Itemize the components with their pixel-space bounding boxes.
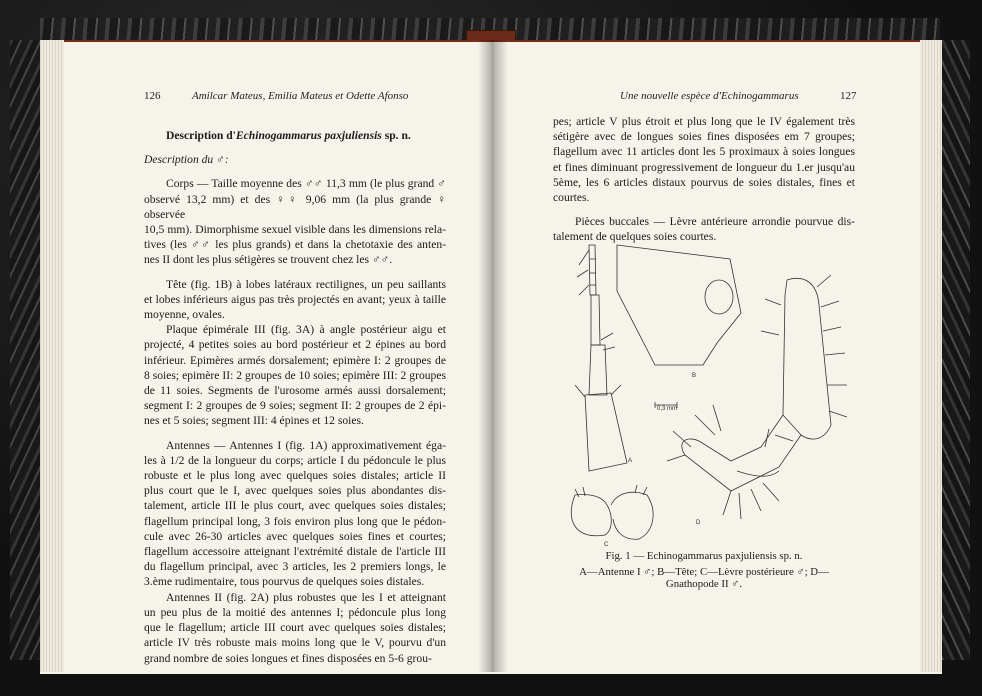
text-line: sétigère avec de longues soies fines disposées em 7 groupes; bbox=[553, 130, 855, 144]
text-line: inférieur. Epimères armés dorsalement; epimère I: 2 groupes de bbox=[144, 353, 446, 367]
paragraph bbox=[144, 322, 446, 428]
right-page-edges bbox=[920, 40, 942, 672]
text-line: les à 1/2 de la longueur du corps; article I du pédoncule le plus bbox=[144, 453, 446, 467]
figure-label-c: C bbox=[604, 542, 609, 548]
left-page-edges bbox=[40, 40, 64, 672]
text-line: robuste et le plus long avec quelques soies distales; article II bbox=[144, 469, 446, 483]
head-drawing-b bbox=[617, 245, 741, 365]
figure-label-d: D bbox=[696, 520, 701, 526]
text-line: plus court que le I, avec quelques soies plus abondantes dis- bbox=[144, 484, 446, 498]
text-line: 10,5 mm). Dimorphisme sexuel visible dans les dimensions rela- bbox=[144, 223, 446, 237]
text-line: un peu plus de la moitié des antennes I; pédoncule plus long bbox=[144, 605, 446, 619]
text-line: pes; article V plus étroit et plus long que le IV également très bbox=[553, 115, 855, 128]
gnathopod-drawing-d bbox=[667, 275, 847, 519]
text-line: cule avec 26-30 articles avec quelques soies fines et courtes; bbox=[144, 529, 446, 543]
text-line: et fines diminuant progressivement de longueur du 1.er jusqu'au bbox=[553, 160, 855, 174]
paragraph bbox=[553, 114, 855, 205]
text-line: Plaque épimérale III (fig. 3A) à angle postérieur aigu et bbox=[166, 323, 446, 337]
text-line: que le flagellum; article III court avec quelques soies distales; bbox=[144, 621, 446, 635]
text-line: Pièces buccales — Lèvre antérieure arrondie pourvue dis- bbox=[575, 215, 855, 229]
text-line: 5ème, les 6 articles distaux pourvus de soies distales, fines et bbox=[553, 175, 855, 189]
text-line: 8 soies; epimère II: 2 groupes de 10 soies; epimère III: 2 groupes bbox=[144, 368, 446, 382]
figure-label-b: B bbox=[692, 373, 697, 379]
text-line: Corps — Taille moyenne des ♂♂ 11,3 mm (le plus grand ♂ bbox=[166, 177, 446, 191]
left-paragraphs bbox=[144, 176, 446, 665]
scale-bar-label: 0,3 mm bbox=[657, 406, 678, 412]
text-line: Antennes II (fig. 2A) plus robustes que les I et atteignant bbox=[166, 590, 446, 604]
right-page-body bbox=[553, 114, 855, 245]
paragraph bbox=[144, 277, 446, 323]
section-heading: Description d'Echinogammarus paxjuliensis sp. n. bbox=[166, 129, 411, 142]
text-line: talement, article III le plus court, avec quelques soies distales; bbox=[144, 499, 446, 513]
text-line: tives (les ♂♂ les plus grands) et dans la chetotaxie des anten- bbox=[144, 238, 446, 252]
text-line: moyenne, ovales. bbox=[144, 308, 225, 322]
text-line: nes II dont les plus sétigères se trouvent chez les ♂♂. bbox=[144, 253, 393, 267]
text-line: 3.ème rudimentaire, tous pourvus de quelques soies distales. bbox=[144, 575, 425, 589]
figure-label-a: A bbox=[628, 458, 633, 464]
section-subheading: Description du ♂: bbox=[144, 153, 229, 167]
text-line: flagellum avec 11 articles dont les 5 proximaux à soies longues bbox=[553, 145, 855, 159]
right-paragraphs bbox=[553, 114, 855, 245]
lip-drawing-c bbox=[571, 485, 653, 539]
right-running-head: Une nouvelle espèce d'Echinogammarus bbox=[620, 90, 799, 102]
text-line: article IV très robuste mais moins long que le V, pourvu d'un bbox=[144, 636, 446, 650]
text-line: de 11 soies. Segments de l'urosome armés aussi dorsalement; bbox=[144, 384, 446, 398]
text-line: Antennes — Antennes I (fig. 1A) approximativement éga- bbox=[166, 438, 446, 452]
text-line: flagellum principal long, 3 fois environ plus long que le pédon- bbox=[144, 514, 446, 528]
figure-caption-line-1: Fig. 1 — Echinogammarus paxjuliensis sp. n. bbox=[605, 550, 803, 562]
figure-caption-line-2: A—Antenne I ♂; B—Tête; C—Lèvre postérieure ♂; D—Gnathopode II ♂. bbox=[579, 566, 829, 590]
paragraph bbox=[144, 438, 446, 590]
text-line: courtes. bbox=[553, 191, 590, 205]
text-line: Tête (fig. 1B) à lobes latéraux rectilignes, un peu saillants bbox=[166, 277, 446, 291]
left-page-body bbox=[144, 128, 446, 666]
book-gutter bbox=[478, 40, 508, 672]
left-page-number: 126 bbox=[144, 90, 161, 102]
figure-1-drawings bbox=[555, 235, 855, 545]
text-line: grand nombre de soies longues et fines disposées en 5-6 grou- bbox=[144, 651, 432, 665]
text-line: observé 13,2 mm) et des ♀♀ 9,06 mm (la plus grande ♀ observée bbox=[144, 192, 446, 221]
text-line: nes et 5 soies; segment III: 4 épines et 12 soies. bbox=[144, 414, 364, 428]
text-line: du flagellum principal, avec 3 articles, les 2 premiers longs, le bbox=[144, 560, 446, 574]
text-line: et lobes inférieurs aigus pas très projectés en avant; yeux à taille bbox=[144, 292, 446, 306]
text-line: projecté, 4 petites soies au bord postérieur et 2 épines au bord bbox=[144, 338, 446, 352]
right-page-number: 127 bbox=[840, 90, 857, 102]
text-line: flagellum accessoire atteignant l'extrémité distale de l'article III bbox=[144, 545, 446, 559]
antenna-drawing-a bbox=[575, 245, 627, 471]
left-running-head: Amilcar Mateus, Emilia Mateus et Odette Afonso bbox=[192, 90, 409, 102]
paragraph bbox=[144, 176, 446, 267]
paragraph bbox=[144, 590, 446, 666]
text-line: segment I: 2 groupes de 9 soies; segment II: 2 groupes de 2 épi- bbox=[144, 399, 446, 413]
text-line: talement de quelques soies courtes. bbox=[553, 230, 717, 244]
